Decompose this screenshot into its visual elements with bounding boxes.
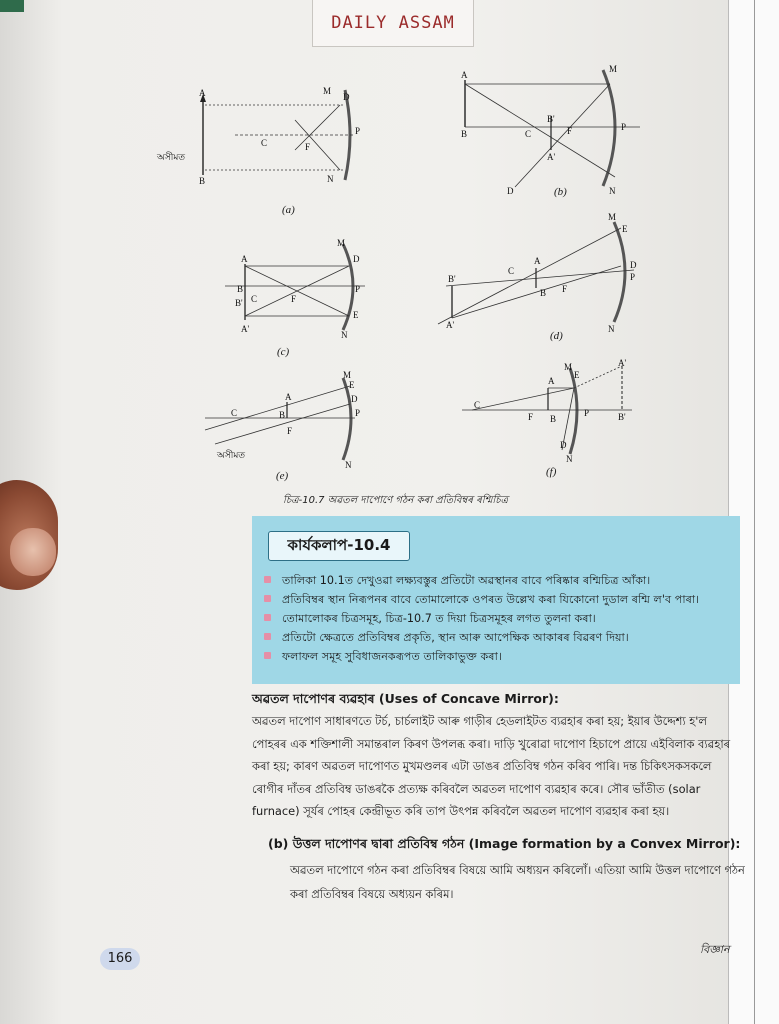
label-c-Aprime: A' <box>241 324 250 334</box>
activity-item <box>262 647 732 666</box>
activity-item <box>262 590 732 609</box>
label-a-B: B <box>199 176 206 186</box>
activity-item-text: তালিকা 10.1ত দেখুওৱা লক্ষ্যবস্তুৰ প্ৰতিটো অৱস্থানৰ বাবে পৰিষ্কাৰ ৰশ্মিচিত্ৰ আঁকা। <box>282 574 651 587</box>
sub-label-c: (c) <box>277 346 290 358</box>
section-heading-uses: অৱতল দাপোণৰ ব্যৱহাৰ (Uses of Concave Mirror): <box>252 691 559 706</box>
ray-diagram-c <box>225 238 375 338</box>
fingernail <box>10 528 56 576</box>
sub-label-e: (e) <box>276 470 289 482</box>
label-e-C: C <box>231 408 238 418</box>
section-heading-convex: (b) উত্তল দাপোণৰ দ্বাৰা প্ৰতিবিম্ব গঠন (Image formation by a Convex Mirror): <box>268 836 741 851</box>
label-f-A: A <box>548 376 555 386</box>
activity-item <box>262 609 732 628</box>
label-a-N: N <box>327 174 334 184</box>
label-e-N: N <box>345 460 352 470</box>
label-f-C: C <box>474 400 481 410</box>
ray-diagram-a <box>157 80 375 190</box>
label-b-F: F <box>567 126 573 136</box>
label-a-A: A <box>199 88 206 98</box>
label-b-D: D <box>507 186 514 196</box>
ray-diagram-b <box>455 62 655 197</box>
label-d-Aprime: A' <box>446 320 455 330</box>
label-f-N: N <box>566 454 573 464</box>
label-c-Bprime: B' <box>235 298 243 308</box>
label-a-F: F <box>305 142 311 152</box>
label-d-N: N <box>608 324 615 334</box>
label-f-E: E <box>574 370 580 380</box>
label-c-D: D <box>353 254 360 264</box>
label-a-infinity: অসীমত <box>157 152 186 162</box>
label-d-P: P <box>630 272 636 282</box>
label-f-Bprime: B' <box>618 412 626 422</box>
bullet-icon <box>264 595 271 602</box>
label-e-A: A <box>285 392 292 402</box>
label-c-A: A <box>241 254 248 264</box>
label-e-B: B <box>279 410 286 420</box>
label-b-P: P <box>621 122 627 132</box>
activity-item-text: প্ৰতিটো ক্ষেত্ৰতে প্ৰতিবিম্বৰ প্ৰকৃতি, স্থান আৰু আপেক্ষিক আকাৰৰ বিৱৰণ দিয়া। <box>282 631 629 644</box>
label-e-D: D <box>351 394 358 404</box>
label-d-E: E <box>622 224 628 234</box>
label-d-Bprime: B' <box>448 274 456 284</box>
page-number: 166 <box>100 948 140 970</box>
activity-item-text: প্ৰতিবিম্বৰ স্থান নিৰূপনৰ বাবে তোমালোকে ওপৰত উল্লেখ কৰা যিকোনো দুডাল ৰশ্মি ল'ব পাৰা। <box>282 593 700 606</box>
watermark-stamp <box>312 0 474 47</box>
label-e-P: P <box>355 408 361 418</box>
activity-item-text: ফলাফল সমূহ সুবিধাজনকৰূপত তালিকাভুক্ত কৰা। <box>282 650 502 663</box>
label-b-Bprime: B' <box>547 114 555 124</box>
label-b-N: N <box>609 186 616 196</box>
label-b-Aprime: A' <box>547 152 556 162</box>
label-a-M: M <box>323 86 332 96</box>
sub-label-d: (d) <box>550 330 563 342</box>
activity-item <box>262 628 732 647</box>
label-b-A: A <box>461 70 468 80</box>
label-e-M: M <box>343 370 352 380</box>
sub-label-f: (f) <box>546 466 557 478</box>
section-paragraph-uses: অৱতল দাপোণ সাধাৰণতে টৰ্চ, চাৰ্চলাইট আৰু গাড়ীৰ হেডলাইটত ব্যৱহাৰ কৰা হয়; ইয়াৰ উদ্দেশ্য হ'ল পোহৰৰ এক শক্তিশালী সমান্তৰাল কিৰণ উপলব্ধ কৰা। দাড়ি খুৰোৱা দাপোণ হিচাপে প্ৰায়ে এইবিলাক ব্যৱহাৰ কৰা হয়; কাৰণ অৱতল দাপোণত মুখমণ্ডলৰ এটা ডাঙৰ প্ৰতিবিম্ব গঠন কৰিব পাৰি। দন্ত চিকিৎসকসকলে ৰোগীৰ দাঁতৰ প্ৰতিবিম্ব ডাঙৰকৈ প্ৰত্যক্ষ কৰিবলৈ অৱতল দাপোণ ব্যৱহাৰ কৰে। সৌৰ ভাঁতীত (solar furnace) সূৰ্যৰ পোহৰ কেন্দ্ৰীভূত কৰি তাপ উৎপন্ন কৰিবলৈ অৱতল দাপোণ ব্যৱহাৰ কৰা হয়। <box>252 714 731 818</box>
label-c-N: N <box>341 330 348 340</box>
book-label: বিজ্ঞান <box>700 943 730 956</box>
bullet-icon <box>264 652 271 659</box>
label-b-M: M <box>609 64 618 74</box>
label-f-M: M <box>564 362 573 372</box>
corner-tab <box>0 0 24 12</box>
label-f-D: D <box>560 440 567 450</box>
activity-title <box>268 531 410 561</box>
label-c-B: B <box>237 284 244 294</box>
label-f-Aprime: A' <box>618 358 627 368</box>
ray-diagram-e <box>205 370 375 470</box>
label-e-infinity: অসীমত <box>217 450 246 460</box>
label-b-C: C <box>525 129 532 139</box>
label-a-C: C <box>261 138 268 148</box>
activity-item-text: তোমালোকৰ চিত্ৰসমূহ, চিত্ৰ-10.7 ত দিয়া চিত্ৰসমূহৰ লগত তুলনা কৰা। <box>282 612 596 625</box>
activity-list <box>262 571 732 666</box>
label-c-E: E <box>353 310 359 320</box>
activity-item <box>262 571 732 590</box>
label-c-P: P <box>355 284 361 294</box>
label-e-F: F <box>287 426 293 436</box>
figure-caption: চিত্ৰ-10.7 অৱতল দাপোণে গঠন কৰা প্ৰতিবিম্বৰ ৰশ্মিচিত্ৰ <box>283 495 508 506</box>
ray-diagram-d <box>436 212 646 334</box>
sub-label-a: (a) <box>282 204 295 216</box>
bullet-icon <box>264 576 271 583</box>
label-c-M: M <box>337 238 346 248</box>
sub-label-b: (b) <box>554 186 567 198</box>
bullet-icon <box>264 633 271 640</box>
activity-title-text: কাৰ্যকলাপ-10.4 <box>287 535 391 554</box>
label-d-F: F <box>562 284 568 294</box>
label-d-C: C <box>508 266 515 276</box>
spine-line <box>754 0 755 1024</box>
label-b-B: B <box>461 129 468 139</box>
label-d-B: B <box>540 288 547 298</box>
label-a-P: P <box>355 126 361 136</box>
label-d-A: A <box>534 256 541 266</box>
label-f-F: F <box>528 412 534 422</box>
ray-diagram-f <box>462 358 642 468</box>
label-c-F: F <box>291 294 297 304</box>
stamp-text: DAILY ASSAM <box>331 13 455 33</box>
label-f-B: B <box>550 414 557 424</box>
section-paragraph-convex: অৱতল দাপোণে গঠন কৰা প্ৰতিবিম্বৰ বিষয়ে আমি অধ্যয়ন কৰিলোঁ। এতিয়া আমি উত্তল দাপোণে গঠন কৰা প্ৰতিবিম্বৰ বিষয়ে অধ্যয়ন কৰিম। <box>290 863 745 901</box>
label-f-P: P <box>584 408 590 418</box>
bullet-icon <box>264 614 271 621</box>
label-c-C: C <box>251 294 258 304</box>
label-d-D: D <box>630 260 637 270</box>
label-d-M: M <box>608 212 617 222</box>
label-e-E: E <box>349 380 355 390</box>
label-a-D: D <box>343 92 350 102</box>
